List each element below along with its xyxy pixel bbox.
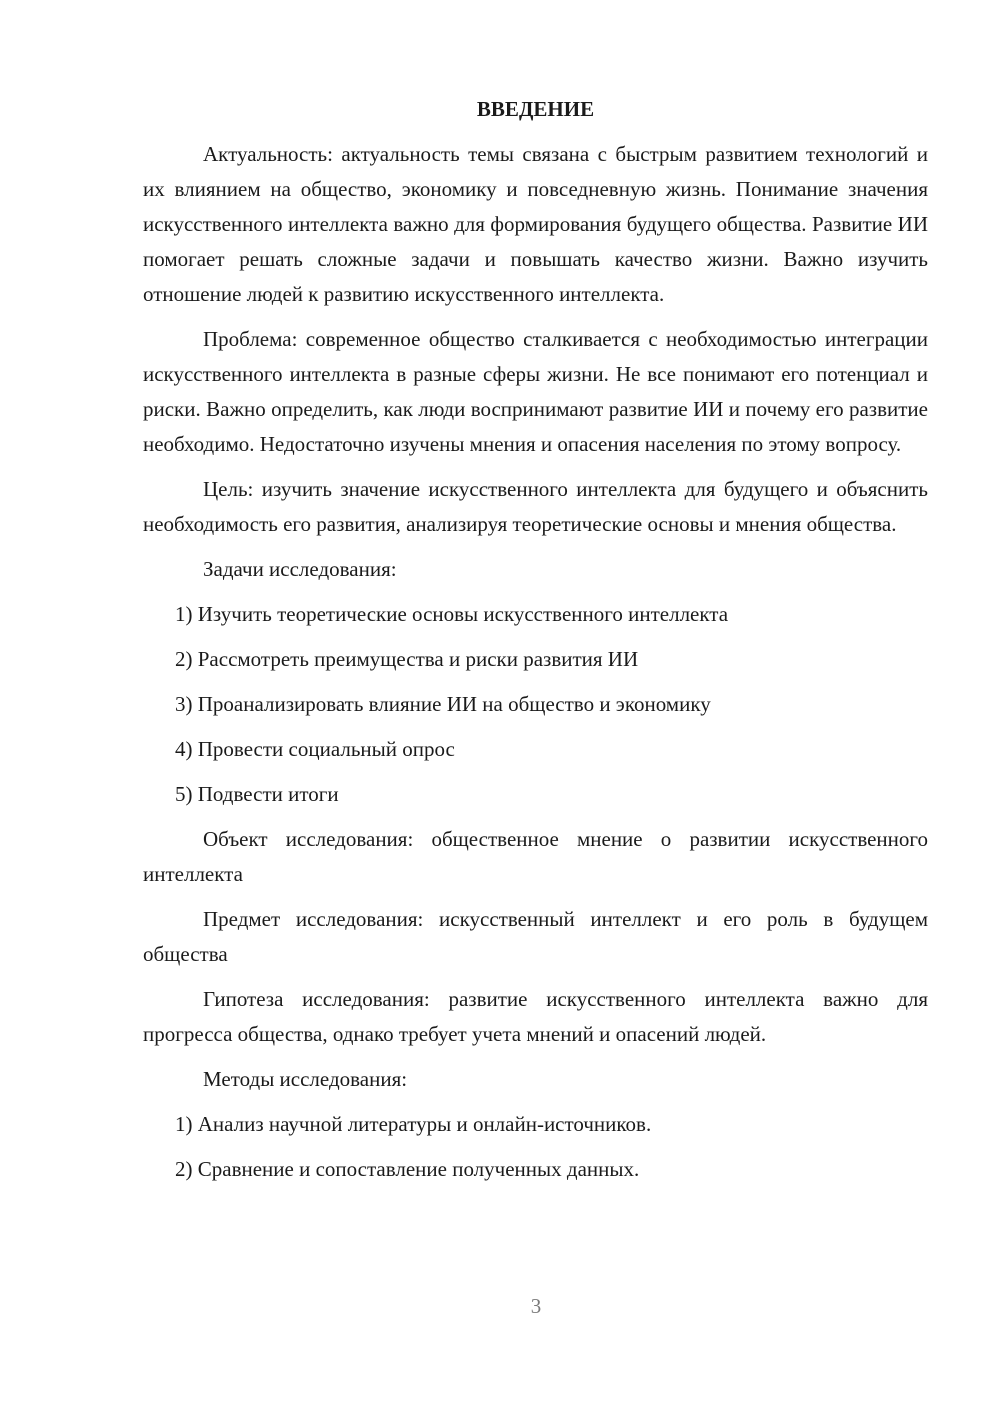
paragraph-relevance: Актуальность: актуальность темы связана с быстрым развитием технологий и их влиянием на общество, экономику и повседневную жизнь. Понимание значения искусственного интеллекта важно для формирования будущего общества. Развитие ИИ помогает решать сложные задачи и повышать качество жизни. Важно изучить отношение людей к развитию искусственного интеллекта. [143,142,928,306]
list-item: 3) Проанализировать влияние ИИ на общество и экономику [175,692,711,716]
list-item: 1) Изучить теоретические основы искусственного интеллекта [175,602,729,626]
list-item: 2) Рассмотреть преимущества и риски развития ИИ [175,647,639,671]
paragraph-problem: Проблема: современное общество сталкивается с необходимостью интеграции искусственного интеллекта в разные сферы жизни. Не все понимают его потенциал и риски. Важно определить, как люди воспринимают развитие ИИ и почему его развитие необходимо. Недостаточно изучены мнения и опасения населения по этому вопросу. [143,327,928,456]
tasks-heading: Задачи исследования: [203,557,397,581]
document-page [143,92,928,1197]
list-item: 1) Анализ научной литературы и онлайн-источников. [175,1112,652,1136]
paragraph-hypothesis: Гипотеза исследования: развитие искусственного интеллекта важно для прогресса общества, однако требует учета мнений и опасений людей. [143,987,928,1046]
page-number: 3 [530,1294,542,1318]
list-item: 5) Подвести итоги [175,782,339,806]
list-item: 4) Провести социальный опрос [175,737,455,761]
paragraph-object: Объект исследования: общественное мнение о развитии искусственного интеллекта [143,827,928,886]
tasks-list [143,597,928,812]
list-item: 2) Сравнение и сопоставление полученных данных. [175,1157,640,1181]
paragraph-subject: Предмет исследования: искусственный интеллект и его роль в будущем общества [143,907,928,966]
section-title: ВВЕДЕНИЕ [476,97,595,121]
methods-list [143,1107,928,1187]
paragraph-goal: Цель: изучить значение искусственного интеллекта для будущего и объяснить необходимость его развития, анализируя теоретические основы и мнения общества. [143,477,928,536]
methods-heading: Методы исследования: [203,1067,408,1091]
